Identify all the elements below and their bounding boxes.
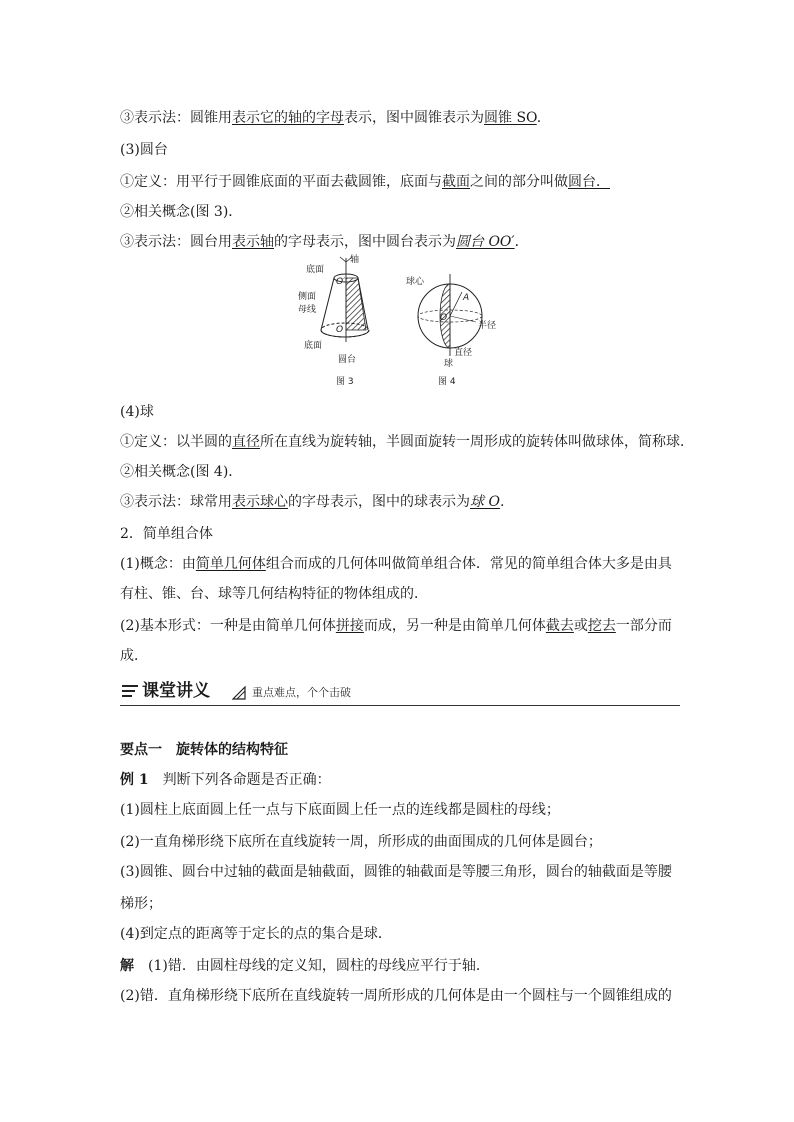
text-line-12: 有柱、锥、台、球等几何结构特征的物体组成的． (120, 586, 428, 602)
label-diameter: 直径 (454, 348, 473, 358)
text: 之间的部分叫做 (470, 174, 568, 190)
underlined-answer: 圆台． (568, 174, 610, 190)
text: ． (514, 234, 529, 250)
text-line-14: 成． (120, 648, 148, 664)
text: 的字母表示，图中的球表示为 (288, 494, 470, 510)
text: . (499, 494, 505, 510)
text-line-1 (120, 108, 541, 128)
text: ③表示法：球常用 (120, 494, 232, 510)
section-header (120, 680, 680, 706)
underlined-answer: 圆锥 SO (484, 110, 537, 126)
prop-3: (3)圆锥、圆台中过轴的截面是轴截面，圆锥的轴截面是等腰三角形，圆台的轴截面是等腰 (120, 864, 672, 880)
text: 组合而成的几何体叫做简单组合体．常见的简单组合体大多是由具 (265, 556, 672, 572)
section-triangle-icon (232, 686, 246, 700)
label-center: 球心 (406, 277, 425, 287)
label-generatrix: 母线 (298, 305, 317, 315)
underlined-answer: 简单几何体 (195, 556, 266, 572)
prop-3-cont: 梯形； (120, 896, 162, 912)
text: ①定义：用平行于圆锥底面的平面去截圆锥，底面与 (120, 174, 442, 190)
underlined-answer: 截面 (442, 174, 470, 190)
heading-sphere: (4)球 (120, 404, 154, 420)
underlined-answer: 挖去 (587, 618, 616, 634)
text: ③表示法：圆台用 (120, 234, 232, 250)
figure-illustrations (288, 252, 518, 392)
text-line-5 (120, 232, 529, 252)
text: ①定义：以半圆的 (120, 434, 232, 450)
section-title: 课堂讲义 (142, 681, 210, 701)
label-sphere: 球 (444, 359, 454, 369)
label-base-top: 底面 (306, 265, 325, 275)
section-subtitle: 重点难点，个个击破 (252, 686, 351, 699)
caption-fig3: 图 3 (336, 377, 354, 387)
underlined-answer: 截去 (545, 618, 574, 634)
heading-frustum: (3)圆台 (120, 142, 168, 158)
text-line-8: ②相关概念(图 4)． (120, 464, 243, 480)
underlined-answer: 表示它的轴的字母 (232, 110, 344, 126)
underlined-answer: 拼接 (335, 618, 364, 634)
label-base-bottom: 底面 (304, 341, 323, 351)
solution-2: (2)错．直角梯形绕下底所在直线旋转一周所形成的几何体是由一个圆柱与一个圆锥组成的 (120, 988, 672, 1004)
text-line-4: ②相关概念(图 3)． (120, 204, 243, 220)
text-line-11 (120, 554, 672, 574)
section-rule (120, 705, 680, 706)
solution-label: 解 (120, 958, 134, 974)
label-radius: 半径 (478, 321, 497, 331)
text: 的字母表示，图中圆台表示为 (274, 234, 456, 250)
text: 而成，另一种是由简单几何体 (363, 618, 546, 634)
underlined-answer: 表示轴 (232, 234, 274, 250)
example-intro (120, 770, 331, 790)
solution-1 (120, 956, 490, 976)
text-line-3 (120, 172, 610, 192)
text: 所在直线为旋转轴，半圆面旋转一周形成的旋转体叫做球体，简称球． (260, 434, 694, 450)
underlined-answer: 圆台 OO′ (456, 234, 515, 250)
prop-4: (4)到定点的距离等于定长的点的集合是球． (120, 926, 392, 942)
frustum-diagram (298, 253, 369, 365)
prop-2: (2)一直角梯形绕下底所在直线旋转一周，所形成的曲面围成的几何体是圆台； (120, 834, 602, 850)
label-sphere-o: O (440, 313, 448, 323)
label-lateral: 侧面 (298, 292, 317, 302)
text: 或 (573, 618, 588, 634)
section-stripes-icon (120, 682, 140, 702)
prop-1: (1)圆柱上底面圆上任一点与下底面圆上任一点的连线都是圆柱的母线； (120, 802, 560, 818)
text: 判断下列各命题是否正确： (148, 772, 331, 788)
text-line-9 (120, 492, 504, 512)
label-a: A (463, 293, 470, 303)
text: 表示，图中圆锥表示为 (344, 110, 484, 126)
underlined-answer: 球 O (470, 494, 500, 510)
example-label: 例 1 (120, 772, 149, 788)
label-frustum: 圆台 (338, 355, 357, 365)
text: (2)基本形式：一种是由简单几何体 (120, 618, 336, 634)
text: 一部分而 (615, 618, 672, 634)
sphere-diagram (406, 274, 496, 369)
text-line-13 (120, 616, 672, 636)
text: (1)概念：由 (120, 556, 196, 572)
heading-composite: 2．简单组合体 (120, 526, 213, 542)
underlined-answer: 表示球心 (232, 494, 288, 510)
text: . (536, 110, 542, 126)
caption-fig4: 图 4 (438, 377, 456, 387)
key-point-heading: 要点一 旋转体的结构特征 (120, 742, 288, 758)
label-o-prime: O′ (336, 277, 346, 287)
label-axis: 轴 (350, 255, 360, 265)
text: ③表示法：圆锥用 (120, 110, 232, 126)
underlined-answer: 直径 (232, 434, 260, 450)
text-line-7 (120, 432, 694, 452)
label-o: O (336, 325, 344, 335)
figures (288, 252, 518, 392)
text: (1)错．由圆柱母线的定义知，圆柱的母线应平行于轴． (134, 958, 490, 974)
